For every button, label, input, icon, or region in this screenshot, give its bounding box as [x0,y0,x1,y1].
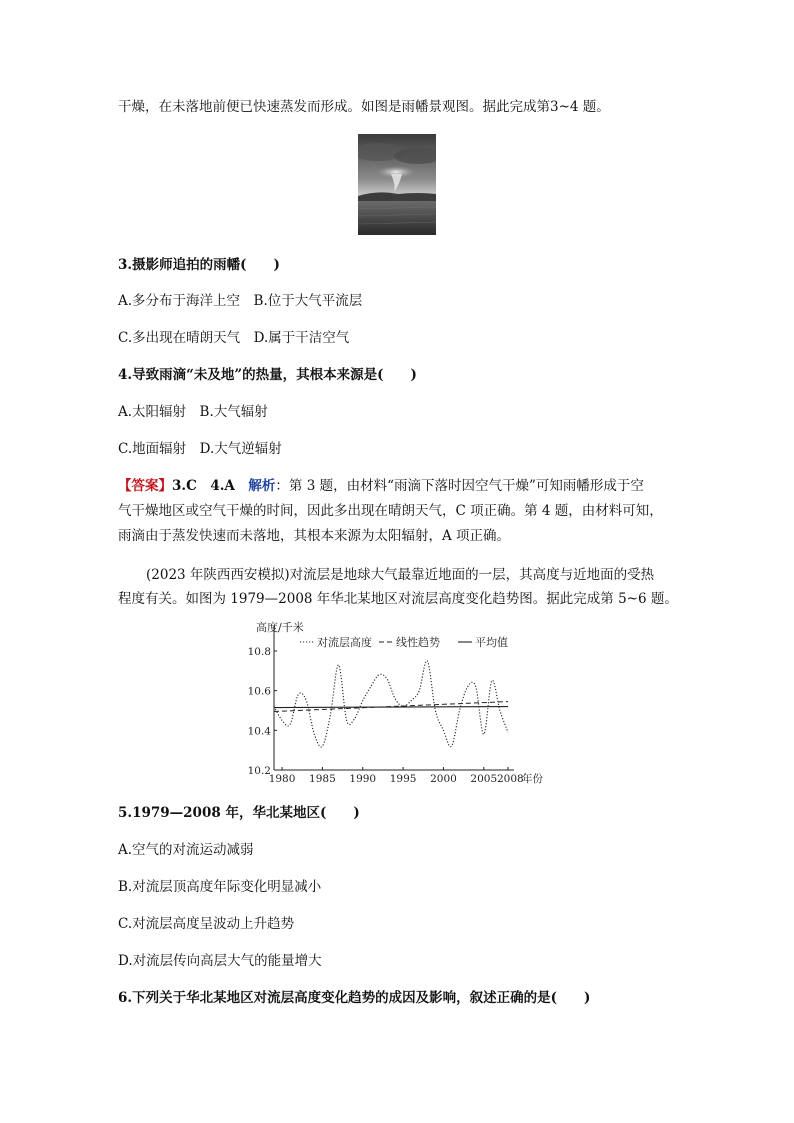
x-tick-label: 1985 [309,773,336,785]
y-tick-label: 10.2 [247,765,271,777]
answer-line-2: 气干燥地区或空气干燥的时间，因此多出现在晴朗天气，C 项正确。第 4 题，由材料可知， [118,503,663,519]
y-tick-label: 10.6 [247,685,271,698]
analysis-text-1: ：第 3 题，由材料“雨滴下落时因空气干燥”可知雨幡形成于空 [275,478,644,494]
q6-stem: 6.下列关于华北某地区对流层高度变化趋势的成因及影响，叙述正确的是( ) [118,990,591,1006]
rain-virga-photo [358,134,436,235]
q5-stem: 5.1979—2008 年，华北某地区( ) [118,805,360,821]
x-tick-label: 1980 [268,773,296,785]
x-tick-label: 1990 [349,773,377,785]
q5-option-c: C.对流层高度呈波动上升趋势 [118,916,295,932]
q3-stem: 3.摄影师追拍的雨幡( ) [118,257,280,273]
x-tick-label: 2005 [470,773,498,785]
q5-option-b: B.对流层顶高度年际变化明显减小 [118,879,322,895]
analysis-tag: 解析 [248,478,276,494]
y-axis-label: 高度/千米 [256,621,304,634]
q5-option-d: D.对流层传向高层大气的能量增大 [118,953,322,969]
answer-line-3: 雨滴由于蒸发快速而未落地，其根本来源为太阳辐射，A 项正确。 [118,528,511,544]
x-tick-label: 2008 [497,773,524,785]
x-axis-label: 年份 [522,773,543,785]
legend-label-3: 平均值 [475,636,508,649]
passage-56-line-1: (2023 年陕西西安模拟)对流层是地球大气最靠近地面的一层，其高度与近地面的受热 [146,567,655,583]
y-tick-label: 10.8 [247,646,271,658]
answer-line-1 [118,477,644,495]
passage-56-line-2: 程度有关。如图为 1979—2008 年华北某地区对流层高度变化趋势图。据此完成第 5~6 题。 [118,591,678,607]
q4-options-row2: C.地面辐射 D.大气逆辐射 [118,441,282,457]
legend-label-2: 线性趋势 [396,636,440,649]
x-tick-label: 2000 [430,773,457,785]
series-line-3 [274,707,508,708]
q4-stem: 4.导致雨滴“未及地”的热量，其根本来源是( ) [118,367,417,383]
q3-options-row1: A.多分布于海洋上空 B.位于大气平流层 [118,293,363,309]
q5-option-a: A.空气的对流运动减弱 [118,842,254,858]
answer-tag: 【答案】 [118,478,172,494]
virga-photo-image [358,134,436,235]
q4-options-row1: A.太阳辐射 B.大气辐射 [118,404,268,420]
y-tick-label: 10.4 [247,725,271,738]
series-line-1 [274,661,508,747]
chart-svg [244,618,544,788]
intro-line: 干燥，在未落地前便已快速蒸发而形成。如图是雨幡景观图。据此完成第3~4 题。 [118,99,610,115]
troposphere-height-chart [244,618,544,788]
answer-values: 3.C 4.A [172,478,249,494]
x-tick-label: 1995 [389,773,417,785]
q3-options-row2: C.多出现在晴朗天气 D.属于干洁空气 [118,330,350,346]
legend-label-1: 对流层高度 [317,636,372,649]
